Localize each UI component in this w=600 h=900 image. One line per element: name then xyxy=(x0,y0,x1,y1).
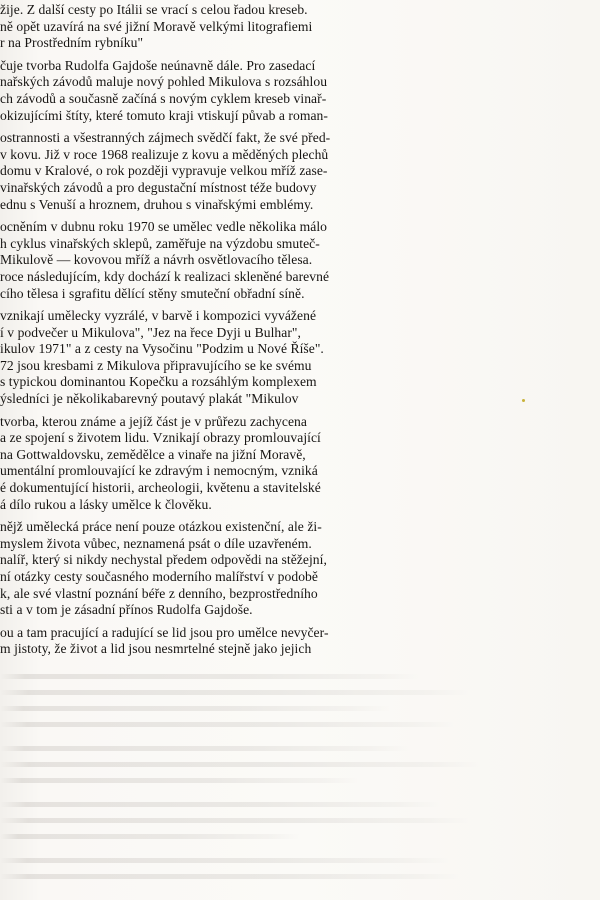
text-line: ocněním v dubnu roku 1970 se umělec vedle několika málo xyxy=(0,219,328,235)
paragraph xyxy=(0,58,600,124)
text-line: ednu s Venuší a hroznem, druhou s vinařskými emblémy. xyxy=(0,196,314,212)
paragraph xyxy=(0,519,600,619)
text-line: myslem života vůbec, neznamená psát o díle uzavřeném. xyxy=(0,535,312,551)
text-line: á dílo rukou a lásky umělce k člověku. xyxy=(0,496,212,512)
text-line: nařských závodů maluje nový pohled Mikulova s rozsáhlou xyxy=(0,74,328,90)
paragraph xyxy=(0,219,600,302)
text-line: na Gottwaldovsku, zemědělce a vinaře na jižní Moravě, xyxy=(0,446,306,462)
text-line: 72 jsou kresbami z Mikulova připravujícího se ke svému xyxy=(0,357,312,373)
text-line: vznikají umělecky vyzrálé, v barvě i kompozici vyvážené xyxy=(0,308,317,324)
text-line: r na Prostředním rybníku" xyxy=(0,35,144,51)
text-line: Mikulově — kovovou mříž a návrh osvětlovacího tělesa. xyxy=(0,252,313,268)
text-line: umentální promlouvající ke zdravým i nemocným, vzniká xyxy=(0,463,318,479)
text-line: ně opět uzavírá na své jižní Moravě velkými litografiemi xyxy=(0,18,313,34)
paragraph xyxy=(0,625,600,658)
text-line: í v podvečer u Mikulova", "Jez na řece Dyji u Bulhar", xyxy=(0,324,301,340)
text-line: ch závodů a současně začíná s novým cyklem kreseb vinař- xyxy=(0,90,327,106)
show-through-text-from-reverse-side xyxy=(0,668,600,900)
body-text xyxy=(0,2,600,664)
text-line: tvorba, kterou známe a jejíž část je v průřezu zachycena xyxy=(0,413,307,429)
text-line: ní otázky cesty současného moderního malířství v podobě xyxy=(0,569,318,584)
text-line: v kovu. Již v roce 1968 realizuje z kovu a měděných plechů xyxy=(0,146,329,162)
text-line: k, ale své vlastní poznání béře z denního, bezprostředního xyxy=(0,585,318,601)
paragraph xyxy=(0,2,600,52)
text-line: ýsledníci je několikabarevný poutavý plakát "Mikulov xyxy=(0,391,299,407)
paragraph xyxy=(0,414,600,514)
text-line: nějž umělecká práce není pouze otázkou existenční, ale ži- xyxy=(0,519,322,535)
text-line: ostrannosti a všestranných zájmech svědčí fakt, že své před- xyxy=(0,130,331,146)
text-line: nalíř, který si nikdy nechystal předem odpovědi na stěžejní, xyxy=(0,552,327,568)
text-line: ou a tam pracující a radující se lid jsou pro umělce nevyčer- xyxy=(0,624,329,640)
text-line: žije. Z další cesty po Itálii se vrací s celou řadou kreseb. xyxy=(0,2,308,17)
paragraph xyxy=(0,308,600,408)
text-line: čuje tvorba Rudolfa Gajdoše neúnavně dále. Pro zasedací xyxy=(0,57,316,73)
text-line: a ze spojení s životem lidu. Vznikají obrazy promlouvající xyxy=(0,430,321,446)
text-line: sti a v tom je zásadní přínos Rudolfa Gajdoše. xyxy=(0,602,253,618)
text-line: cího tělesa i sgrafitu dělící stěny smuteční obřadní síně. xyxy=(0,285,305,301)
text-line: é dokumentující historii, archeologii, květenu a stavitelské xyxy=(0,480,321,496)
paper-speck xyxy=(522,399,525,402)
text-line: vinařských závodů a pro degustační místnost téže budovy xyxy=(0,179,317,195)
text-line: roce následujícím, kdy dochází k realizaci skleněné barevné xyxy=(0,268,330,284)
paragraph xyxy=(0,130,600,213)
text-line: ikulov 1971" a z cesty na Vysočinu "Podzim u Nové Říše". xyxy=(0,341,324,357)
text-line: domu v Kralové, o rok později vypravuje velkou mříž zase- xyxy=(0,163,328,179)
text-line: okizujícími štíty, které tomuto kraji vtiskují půvab a roman- xyxy=(0,107,328,123)
text-line: s typickou dominantou Kopečku a rozsáhlým komplexem xyxy=(0,374,317,390)
text-line: m jistoty, že život a lid jsou nesmrtelné stejně jako jejich xyxy=(0,641,312,657)
text-line: h cyklus vinařských sklepů, zaměřuje na výzdobu smuteč- xyxy=(0,235,320,251)
